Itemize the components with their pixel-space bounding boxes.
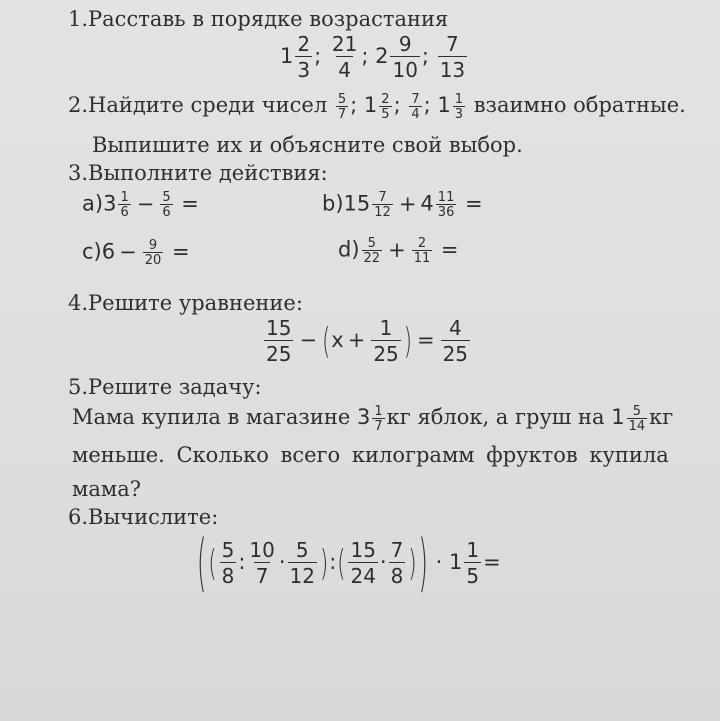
task1-numbers: 1 $\frac{2}{3}$ ; $\frac{21}{4}$ ; 2 $\frac{9}{10}$ ; $\frac{7}{13}$ <box>280 32 466 82</box>
task3-heading: 3.Выполните действия: <box>68 161 328 185</box>
fraction: $\frac{7}{13}$ <box>439 32 466 82</box>
task2-line1: 2.Найдите среди чисел $\frac{5}{7}$ ; 1 $\frac{2}{5}$ ; $\frac{7}{4}$ ; 1 $\frac{1}{3}$ взаимно обратные. <box>68 92 686 122</box>
fraction: $\frac{21}{4}$ <box>331 32 358 82</box>
task6-heading: 6.Вычислите: <box>68 505 219 529</box>
task3-item-d: d) $\frac{5}{22}$ + $\frac{2}{11}$ = <box>338 236 459 266</box>
fraction: $\frac{7}{8}$ <box>390 538 404 588</box>
task1-heading: 1.Расставь в порядке возрастания <box>68 7 449 31</box>
paren-open: ( <box>208 542 217 584</box>
fraction: $\frac{1}{5}$ <box>466 538 480 588</box>
fraction: $\frac{9}{20}$ <box>144 238 162 268</box>
task2-line2: Выпишите их и объясните свой выбор. <box>92 133 523 157</box>
fraction: $\frac{5}{12}$ <box>289 538 315 588</box>
paren-open: ( <box>337 542 346 584</box>
fraction: $\frac{1}{25}$ <box>373 316 399 366</box>
fraction: $\frac{2}{3}$ <box>297 32 311 82</box>
task4-equation: $\frac{15}{25}$ − (x + $\frac{1}{25}$ ) = $\frac{4}{25}$ <box>266 316 469 366</box>
task5-line2: меньше. Сколько всего килограмм фруктов купила <box>72 443 669 467</box>
task5-line1: Мама купила в магазине 3 $\frac{1}{7}$ кг яблок, а груш на 1 $\frac{5}{14}$ кг <box>72 404 674 434</box>
paren-close: ) <box>418 526 428 600</box>
task3-item-c: c)6 − $\frac{9}{20}$ = <box>82 238 190 268</box>
fraction: $\frac{5}{14}$ <box>628 404 646 434</box>
fraction: $\frac{11}{36}$ <box>437 190 455 220</box>
fraction: $\frac{7}{4}$ <box>411 92 420 122</box>
paren-close: ) <box>408 542 417 584</box>
task5-heading: 5.Решите задачу: <box>68 375 262 399</box>
fraction: $\frac{1}{3}$ <box>454 92 464 122</box>
fraction: $\frac{1}{7}$ <box>374 404 383 434</box>
paren-open: ( <box>197 526 207 600</box>
fraction: $\frac{2}{5}$ <box>381 92 390 122</box>
fraction: $\frac{15}{25}$ <box>266 316 292 366</box>
task5-line3: мама? <box>72 477 141 501</box>
fraction: $\frac{2}{11}$ <box>413 236 431 266</box>
fraction: $\frac{5}{6}$ <box>162 190 171 220</box>
fraction: $\frac{15}{24}$ <box>350 538 376 588</box>
paren-close: ) <box>403 320 412 362</box>
fraction: $\frac{5}{22}$ <box>363 236 381 266</box>
fraction: $\frac{5}{7}$ <box>337 92 347 122</box>
fraction: $\frac{7}{12}$ <box>374 190 391 220</box>
paren-open: ( <box>322 320 331 362</box>
fraction: $\frac{4}{25}$ <box>442 316 469 366</box>
task4-heading: 4.Решите уравнение: <box>68 291 303 315</box>
task6-expression: (( $\frac{5}{8}$ : $\frac{10}{7}$ · $\frac{5}{12}$ ):( $\frac{15}{24}$ · $\frac{7}{8}$ )) · 1 $\frac{1}{5}$ = <box>197 526 501 600</box>
task3-item-b: b)15 $\frac{7}{12}$ + 4 $\frac{11}{36}$ = <box>322 190 483 220</box>
fraction: $\frac{9}{10}$ <box>392 32 418 82</box>
paren-close: ) <box>319 542 329 584</box>
task3-item-a: a)3 $\frac{1}{6}$ − $\frac{5}{6}$ = <box>82 190 199 220</box>
fraction: $\frac{5}{8}$ <box>221 538 235 588</box>
fraction: $\frac{10}{7}$ <box>249 538 275 588</box>
fraction: $\frac{1}{6}$ <box>120 190 129 220</box>
